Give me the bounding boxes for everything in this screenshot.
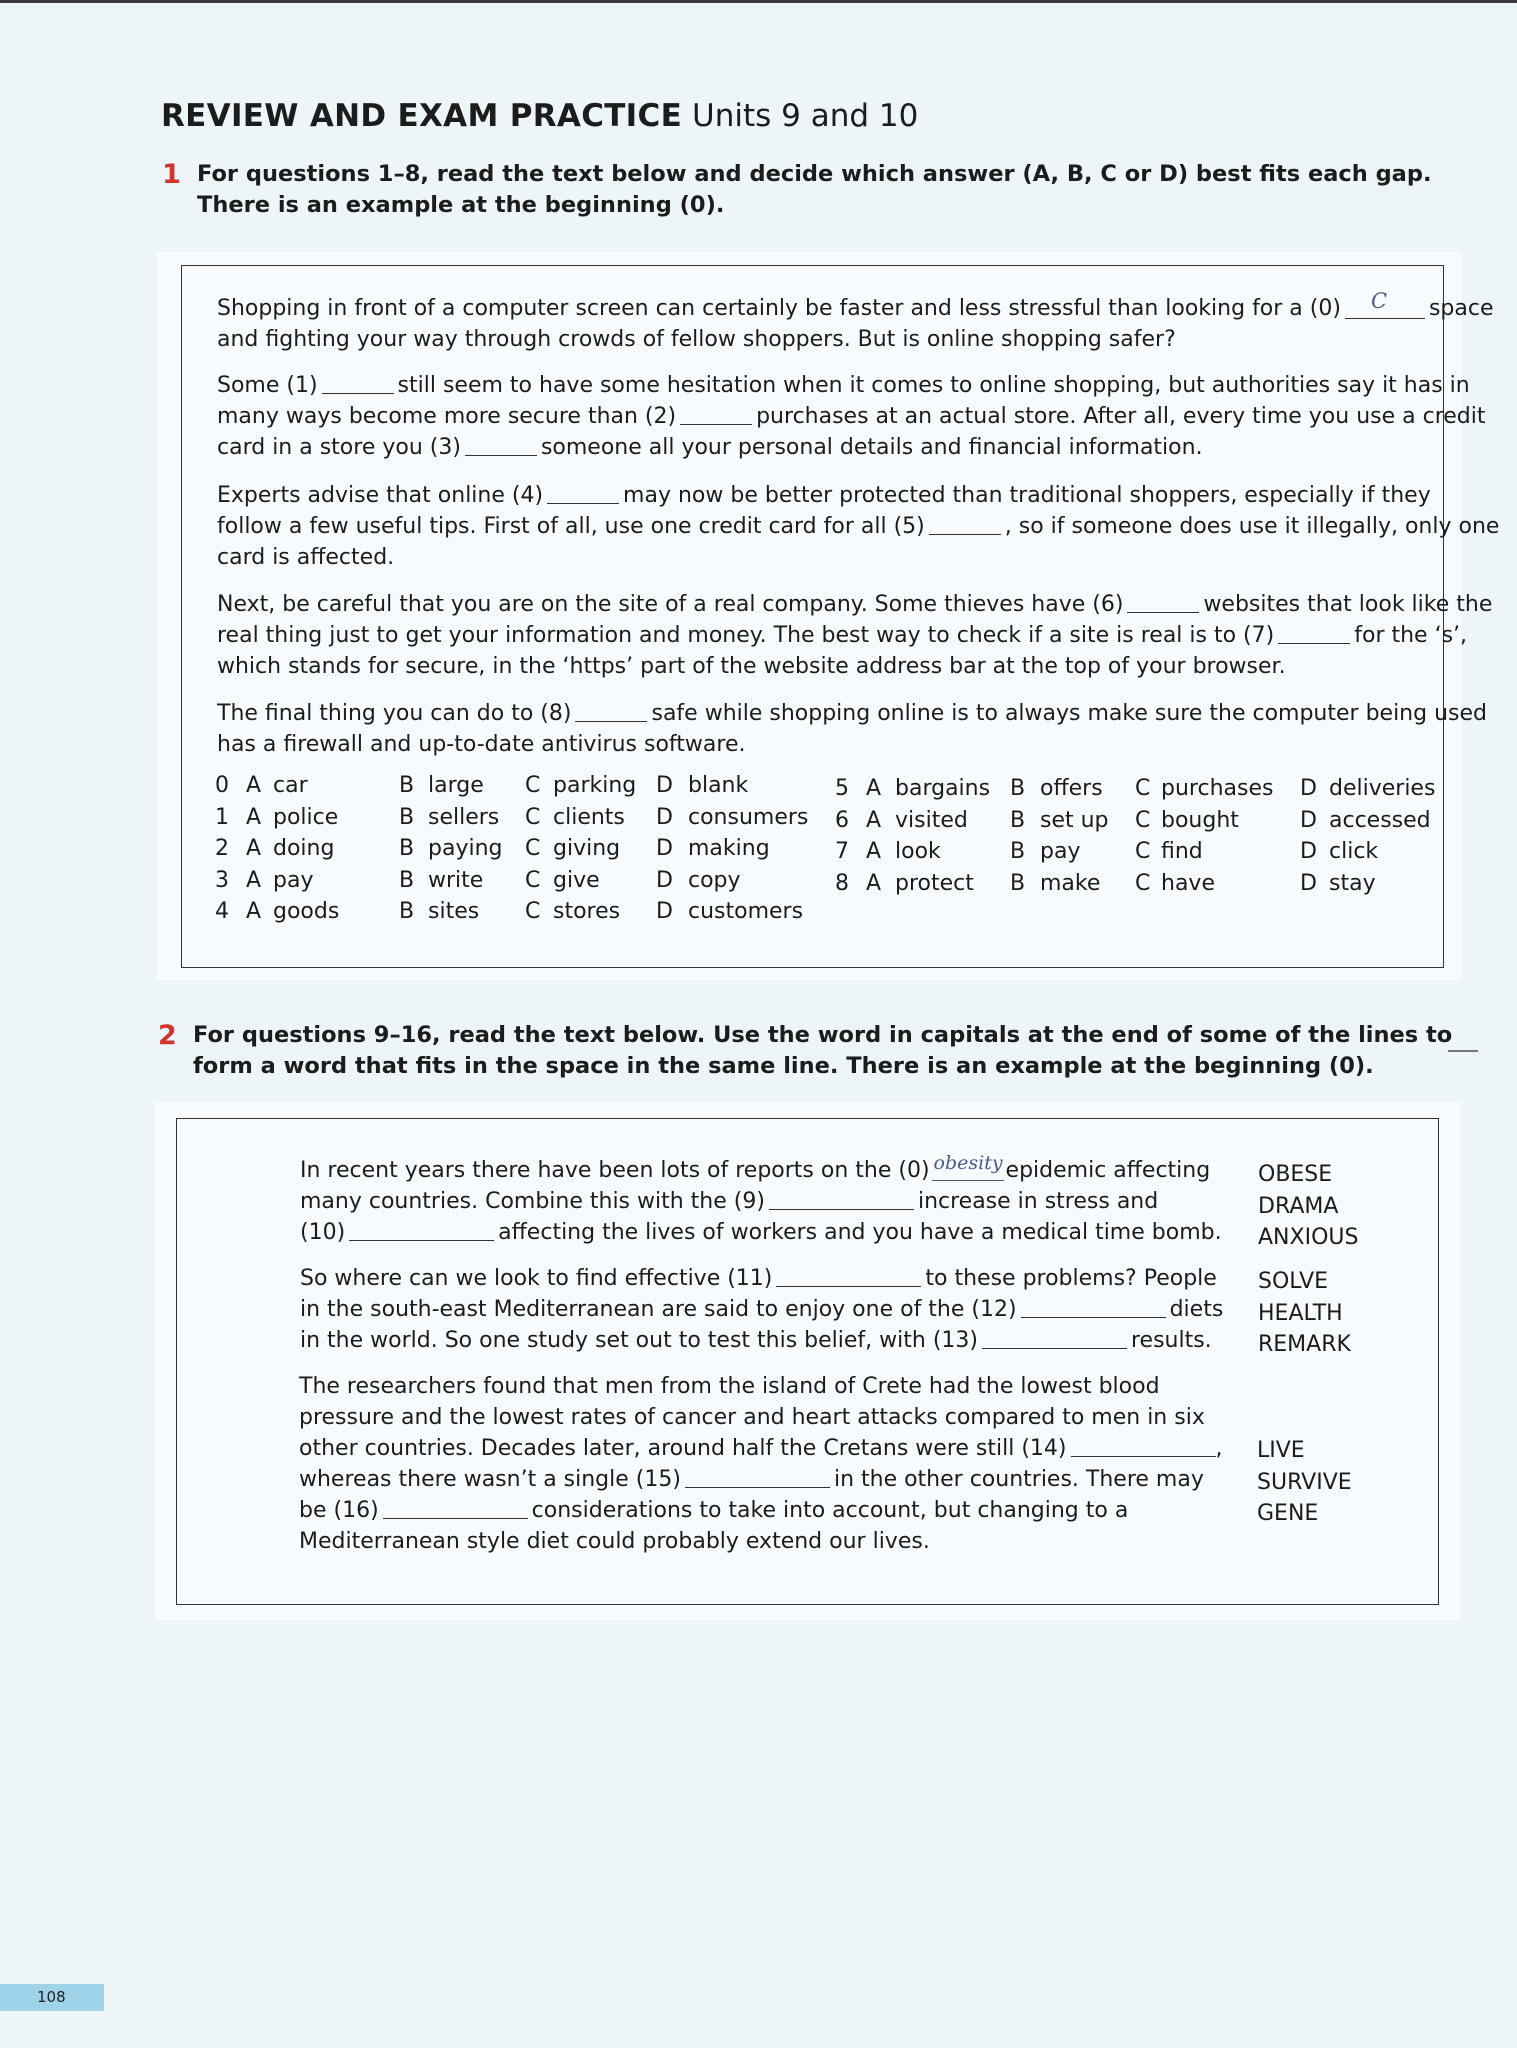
caps-words-group-1: [1258, 1159, 1358, 1254]
caps-word: ANXIOUS: [1258, 1225, 1359, 1250]
q1-paragraph-3: Experts advise that online (4) may now be better protected than traditional shoppers, especially if they follow a few useful tips. First of all, use one credit card for all (5) , so if someone does use it illegally, only one card is affected.: [217, 483, 1500, 570]
q1-options-left: [215, 770, 809, 928]
units-subtitle: Units 9 and 10: [692, 98, 919, 134]
gap-6[interactable]: [1127, 612, 1199, 613]
option-row-8: 8 A protect B make C have D stay: [835, 870, 1376, 896]
gap-3[interactable]: [465, 455, 537, 456]
gap-8[interactable]: [575, 721, 647, 722]
gap-1[interactable]: [322, 393, 394, 394]
gap-4[interactable]: [547, 503, 619, 504]
gap-5[interactable]: [929, 534, 1001, 535]
option-row-7: 7 A look B pay C find D click: [835, 839, 1379, 864]
page-number: 108: [0, 1984, 104, 2011]
q1-instruction: 1 For questions 1–8, read the text below and decide which answer (A, B, C or D) best fits each gap. There is an example at the beginning (0).: [162, 159, 1432, 218]
caps-word: SOLVE: [1258, 1269, 1329, 1294]
caps-word: GENE: [1257, 1501, 1319, 1526]
q1-options-right: [835, 773, 1435, 899]
caps-words-group-3: [1257, 1435, 1352, 1530]
gap-10[interactable]: [349, 1240, 494, 1241]
q2-paragraph-3: The researchers found that men from the island of Crete had the lowest blood pressure and the lowest rates of cancer and heart attacks compared to men in six other countries. Decades later, around half the Cretans were still (14) , whereas there wasn’t a single (15) in the other countries. There may be (16) considerations to take into account, but changing to a Mediterranean style diet could probably extend our lives.: [299, 1374, 1223, 1554]
q1-paragraph-5: The final thing you can do to (8) safe while shopping online is to always make sure the computer being used has a firewall and up-to-date antivirus software.: [217, 701, 1487, 757]
option-row-1: 1 A police B sellers C clients D consumers: [215, 804, 809, 830]
option-row-6: 6 A visited B set up C bought D accessed: [835, 807, 1431, 833]
caps-word: HEALTH: [1258, 1300, 1343, 1326]
caps-word: SURVIVE: [1257, 1469, 1352, 1495]
q2-paragraph-1: In recent years there have been lots of reports on the (0) obesity epidemic affecting many countries. Combine this with the (9) increase in stress and (10) affecting the lives of workers and you have a medical time bomb.: [300, 1152, 1222, 1245]
q1-paragraph-1: Shopping in front of a computer screen can certainly be faster and less stressful than looking for a (0) C space and fighting your way through crowds of fellow shoppers. But is online shopping safer?: [217, 289, 1494, 352]
caps-words-group-2: [1258, 1266, 1351, 1361]
option-row-0: 0 A car B large C parking D blank: [215, 773, 749, 798]
option-row-3: 3 A pay B write C give D copy: [215, 867, 741, 893]
caps-word: LIVE: [1257, 1438, 1305, 1463]
option-row-5: 5 A bargains B offers C purchases D deliveries: [835, 776, 1436, 801]
q1-number: 1: [162, 159, 181, 190]
caps-word: OBESE: [1258, 1162, 1333, 1187]
option-row-2: 2 A doing B paying C giving D making: [215, 836, 770, 861]
gap-7[interactable]: [1278, 643, 1350, 644]
caps-word: REMARK: [1258, 1332, 1351, 1357]
gap-2[interactable]: [680, 424, 752, 425]
gap-15[interactable]: [685, 1487, 830, 1488]
q2-number: 2: [158, 1020, 177, 1051]
gap-9[interactable]: [769, 1209, 914, 1210]
q1-paragraph-4: Next, be careful that you are on the site of a real company. Some thieves have (6) websites that look like the real thing just to get your information and money. The best way to check if a site is real is to (7) for the ‘s’, which stands for secure, in the ‘https’ part of the website address bar at the top of your browser.: [217, 592, 1493, 679]
gap-11[interactable]: [776, 1286, 921, 1287]
gap-16[interactable]: [383, 1518, 528, 1519]
gap-13[interactable]: [982, 1348, 1127, 1349]
top-rule: [0, 0, 1517, 3]
q1-paragraph-2: Some (1) still seem to have some hesitation when it comes to online shopping, but authorities say it has in many ways become more secure than (2) purchases at an actual store. After all, every time you use a credit card in a store you (3) someone all your personal details and financial information.: [217, 373, 1486, 460]
q2-paragraph-2: So where can we look to find effective (11) to these problems? People in the south-east Mediterranean are said to enjoy one of the (12) diets in the world. So one study set out to test this belief, with (13) results.: [300, 1266, 1224, 1353]
gap-14[interactable]: [1071, 1456, 1216, 1457]
q2-instruction: 2 For questions 9–16, read the text below. Use the word in capitals at the end of some of the lines to form a word that fits in the space in the same line. There is an example at the beginning (0).: [158, 1020, 1453, 1079]
caps-word: DRAMA: [1258, 1193, 1339, 1219]
option-row-4: 4 A goods B sites C stores D customers: [215, 899, 804, 924]
gap-12[interactable]: [1021, 1317, 1166, 1318]
margin-mark: [1448, 1050, 1478, 1052]
page-title: REVIEW AND EXAM PRACTICE Units 9 and 10: [161, 98, 919, 134]
